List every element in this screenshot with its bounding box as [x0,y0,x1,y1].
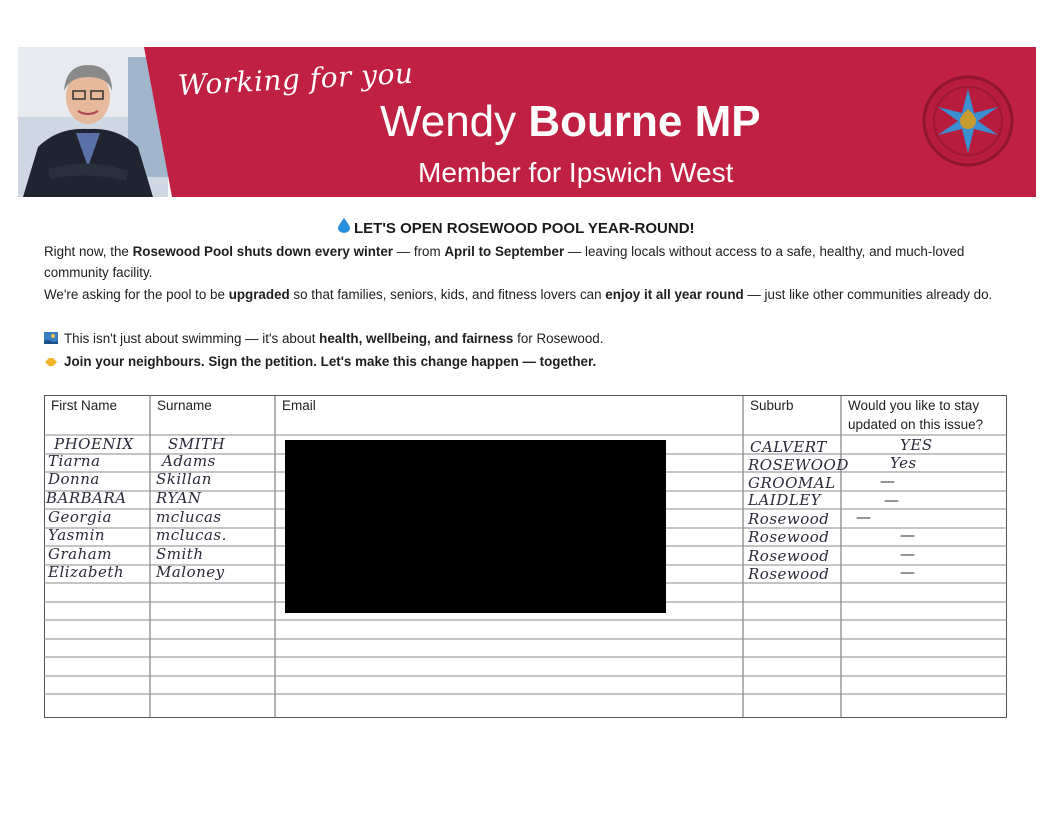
row-5-first-name: Georgia [48,508,112,526]
header-first-name: First Name [51,398,118,413]
row-1-surname: SMITH [168,435,226,453]
header-suburb: Suburb [750,398,794,413]
row-7-updates: — [900,545,916,563]
header-surname: Surname [157,398,212,413]
petition-paragraph-4: Join your neighbours. Sign the petition. Let's make this change happen — together. [44,351,1004,372]
petition-paragraph-2: We're asking for the pool to be upgraded so that families, seniors, kids, and fitness lovers can enjoy it all year round — just like other communities already do. [44,287,993,302]
row-6-suburb: Rosewood [748,528,830,546]
header-updates-line-1: Would you like to stay [848,398,980,413]
row-6-first-name: Yasmin [48,526,106,544]
row-2-updates: Yes [890,454,917,472]
mp-seat: Member for Ipswich West [418,157,734,188]
row-4-suburb: LAIDLEY [748,491,822,509]
email-redaction-block [285,440,666,613]
row-5-surname: mclucas [156,508,222,526]
row-8-suburb: Rosewood [748,565,830,583]
row-7-first-name: Graham [48,545,112,563]
row-6-surname: mclucas. [156,526,227,544]
row-1-first-name: PHOENIX [54,435,134,453]
swimmer-icon [44,329,58,341]
mp-name: Wendy Bourne MP [380,97,761,146]
row-3-updates: — [880,472,896,490]
petition-heading [338,218,695,237]
row-3-surname: Skillan [156,470,212,488]
petition-paragraph-3: This isn't just about swimming — it's about health, wellbeing, and fairness for Rosewood. [44,328,1004,349]
tagline: Working for you [177,56,415,102]
row-3-suburb: GROOMAL [748,474,836,492]
row-4-updates: — [884,491,900,509]
row-5-updates: — [856,508,872,526]
row-8-updates: — [900,563,916,581]
signature-table [44,395,1007,718]
row-2-suburb: ROSEWOOD [748,456,849,474]
water-drop-icon [338,218,350,237]
row-2-first-name: Tiarna [48,452,101,470]
header-banner [18,47,1036,197]
row-4-first-name: BARBARA [46,489,127,507]
handshake-icon [44,352,58,364]
row-6-updates: — [900,526,916,544]
parliament-crest-icon [922,75,1014,167]
row-3-first-name: Donna [48,470,100,488]
row-7-suburb: Rosewood [748,547,830,565]
header-email: Email [282,398,316,413]
row-1-suburb: CALVERT [750,438,827,456]
mp-photo [18,47,168,197]
row-8-surname: Maloney [156,563,225,581]
row-1-updates: YES [900,436,933,454]
petition-paragraph-1: Right now, the Rosewood Pool shuts down every winter — from April to September — leaving locals without access to a safe, healthy, and much-loved community facility. [44,244,965,280]
row-5-suburb: Rosewood [748,510,830,528]
row-2-surname: Adams [162,452,216,470]
row-7-surname: Smith [156,545,204,563]
row-4-surname: RYAN [156,489,202,507]
row-8-first-name: Elizabeth [48,563,125,581]
header-updates-line-2: updated on this issue? [848,417,984,432]
petition-heading-text: LET'S OPEN ROSEWOOD POOL YEAR-ROUND! [354,220,695,237]
